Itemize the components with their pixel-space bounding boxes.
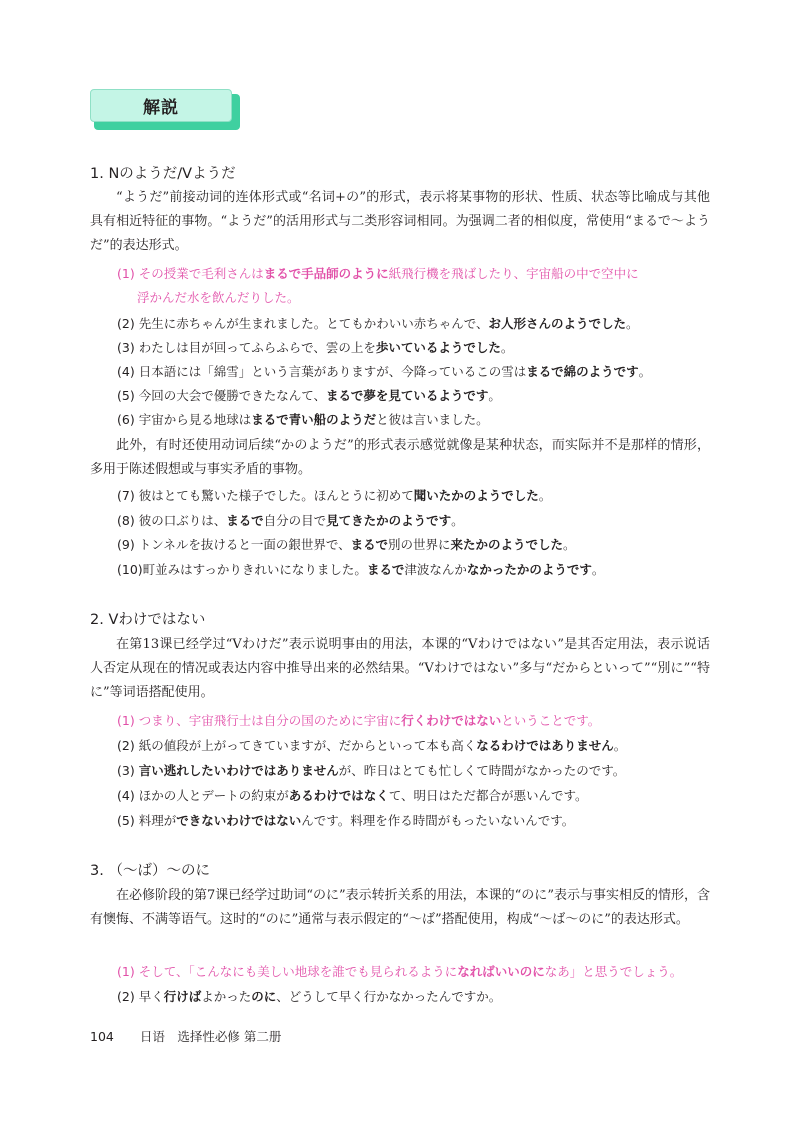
s1-example-5: (5) 今回の大会で優勝できたなんて、まるで夢を見ているようです。 xyxy=(117,388,501,403)
s2-example-3: (3) 言い逃れしたいわけではありませんが、昨日はとても忙しくて時間がなかったのです。 xyxy=(117,763,626,778)
badge-label: 解説 xyxy=(90,89,232,122)
s1-example-8: (8) 彼の口ぶりは、まるで自分の目で見てきたかのようです。 xyxy=(117,513,464,528)
book-title: 日语 选择性必修 第二册 xyxy=(139,1029,282,1044)
s2-example-5: (5) 料理ができないわけではないんです。料理を作る時間がもったいないんです。 xyxy=(117,813,575,828)
s2-example-1: (1) つまり、宇宙飛行士は自分の国のために宇宙に行くわけではないということです。 xyxy=(117,713,601,728)
page-number: 104 xyxy=(90,1029,114,1044)
s1-example-4: (4) 日本語には「綿雪」という言葉がありますが、今降っているこの雪はまるで綿のようです。 xyxy=(117,364,652,379)
s3-example-2: (2) 早く行けばよかったのに、どうして早く行かなかったんですか。 xyxy=(117,989,502,1004)
section-2-paragraph-1: 在第13课已经学过“Vわけだ”表示说明事由的用法，本课的“Vわけではない”是其否定用法，表示说话人否定从现在的情况或表达内容中推导出来的必然结果。“Vわけではない”多与“だからといって”“別に”“特に”等词语搭配使用。 xyxy=(90,637,710,700)
s1-example-7: (7) 彼はとても驚いた様子でした。ほんとうに初めて聞いたかのようでした。 xyxy=(117,488,552,503)
s1-example-3: (3) わたしは目が回ってふらふらで、雲の上を歩いているようでした。 xyxy=(117,340,514,355)
s1-example-10: (10)町並みはすっかりきれいになりました。まるで津波なんかなかったかのようです。 xyxy=(117,562,605,577)
page-footer xyxy=(90,1027,281,1045)
section-1-paragraph-2: 此外，有时还使用动词后续“かのようだ”的形式表示感觉就像是某种状态，而实际并不是那样的情形，多用于陈述假想或与事实矛盾的事物。 xyxy=(90,438,710,477)
section-1-paragraph-1: “ようだ”前接动词的连体形式或“名词+の”的形式，表示将某事物的形状、性质、状态等比喻成与其他具有相近特征的事物。“ようだ”的活用形式与二类形容词相同。为强调二者的相似度，常使用“まるで〜ようだ”的表达形式。 xyxy=(90,190,710,253)
s2-example-2: (2) 紙の値段が上がってきていますが、だからといって本も高くなるわけではありません。 xyxy=(117,738,627,753)
section-3-paragraph-1: 在必修阶段的第7课已经学过助词“のに”表示转折关系的用法，本课的“のに”表示与事实相反的情形，含有懊悔、不满等语气。这时的“のに”通常与表示假定的“〜ば”搭配使用，构成“〜ば〜のに”的表达形式。 xyxy=(90,888,710,927)
s1-example-2: (2) 先生に赤ちゃんが生まれました。とてもかわいい赤ちゃんで、お人形さんのようでした。 xyxy=(117,316,639,331)
section-badge xyxy=(90,89,236,125)
s1-example-1: (1) その授業で毛利さんはまるで手品師のように紙飛行機を飛ばしたり、宇宙船の中で空中に 浮かんだ水を飲んだりした。 xyxy=(117,266,639,305)
s1-example-9: (9) トンネルを抜けると一面の銀世界で、まるで別の世界に来たかのようでした。 xyxy=(117,537,576,552)
s2-example-4: (4) ほかの人とデートの約束があるわけではなくて、明日はただ都合が悪いんです。 xyxy=(117,788,588,803)
s3-example-1: (1) そして、「こんなにも美しい地球を誰でも見られるようになればいいのになあ」と思うでしょう。 xyxy=(117,964,683,979)
section-1-heading: 1. Nのようだ/Vようだ xyxy=(90,166,236,182)
s1-example-6: (6) 宇宙から見る地球はまるで青い船のようだと彼は言いました。 xyxy=(117,412,489,427)
section-3-heading: 3. （～ば）～のに xyxy=(90,863,210,879)
section-2-heading: 2. Vわけではない xyxy=(90,612,206,628)
example-number: (1) xyxy=(117,266,135,281)
